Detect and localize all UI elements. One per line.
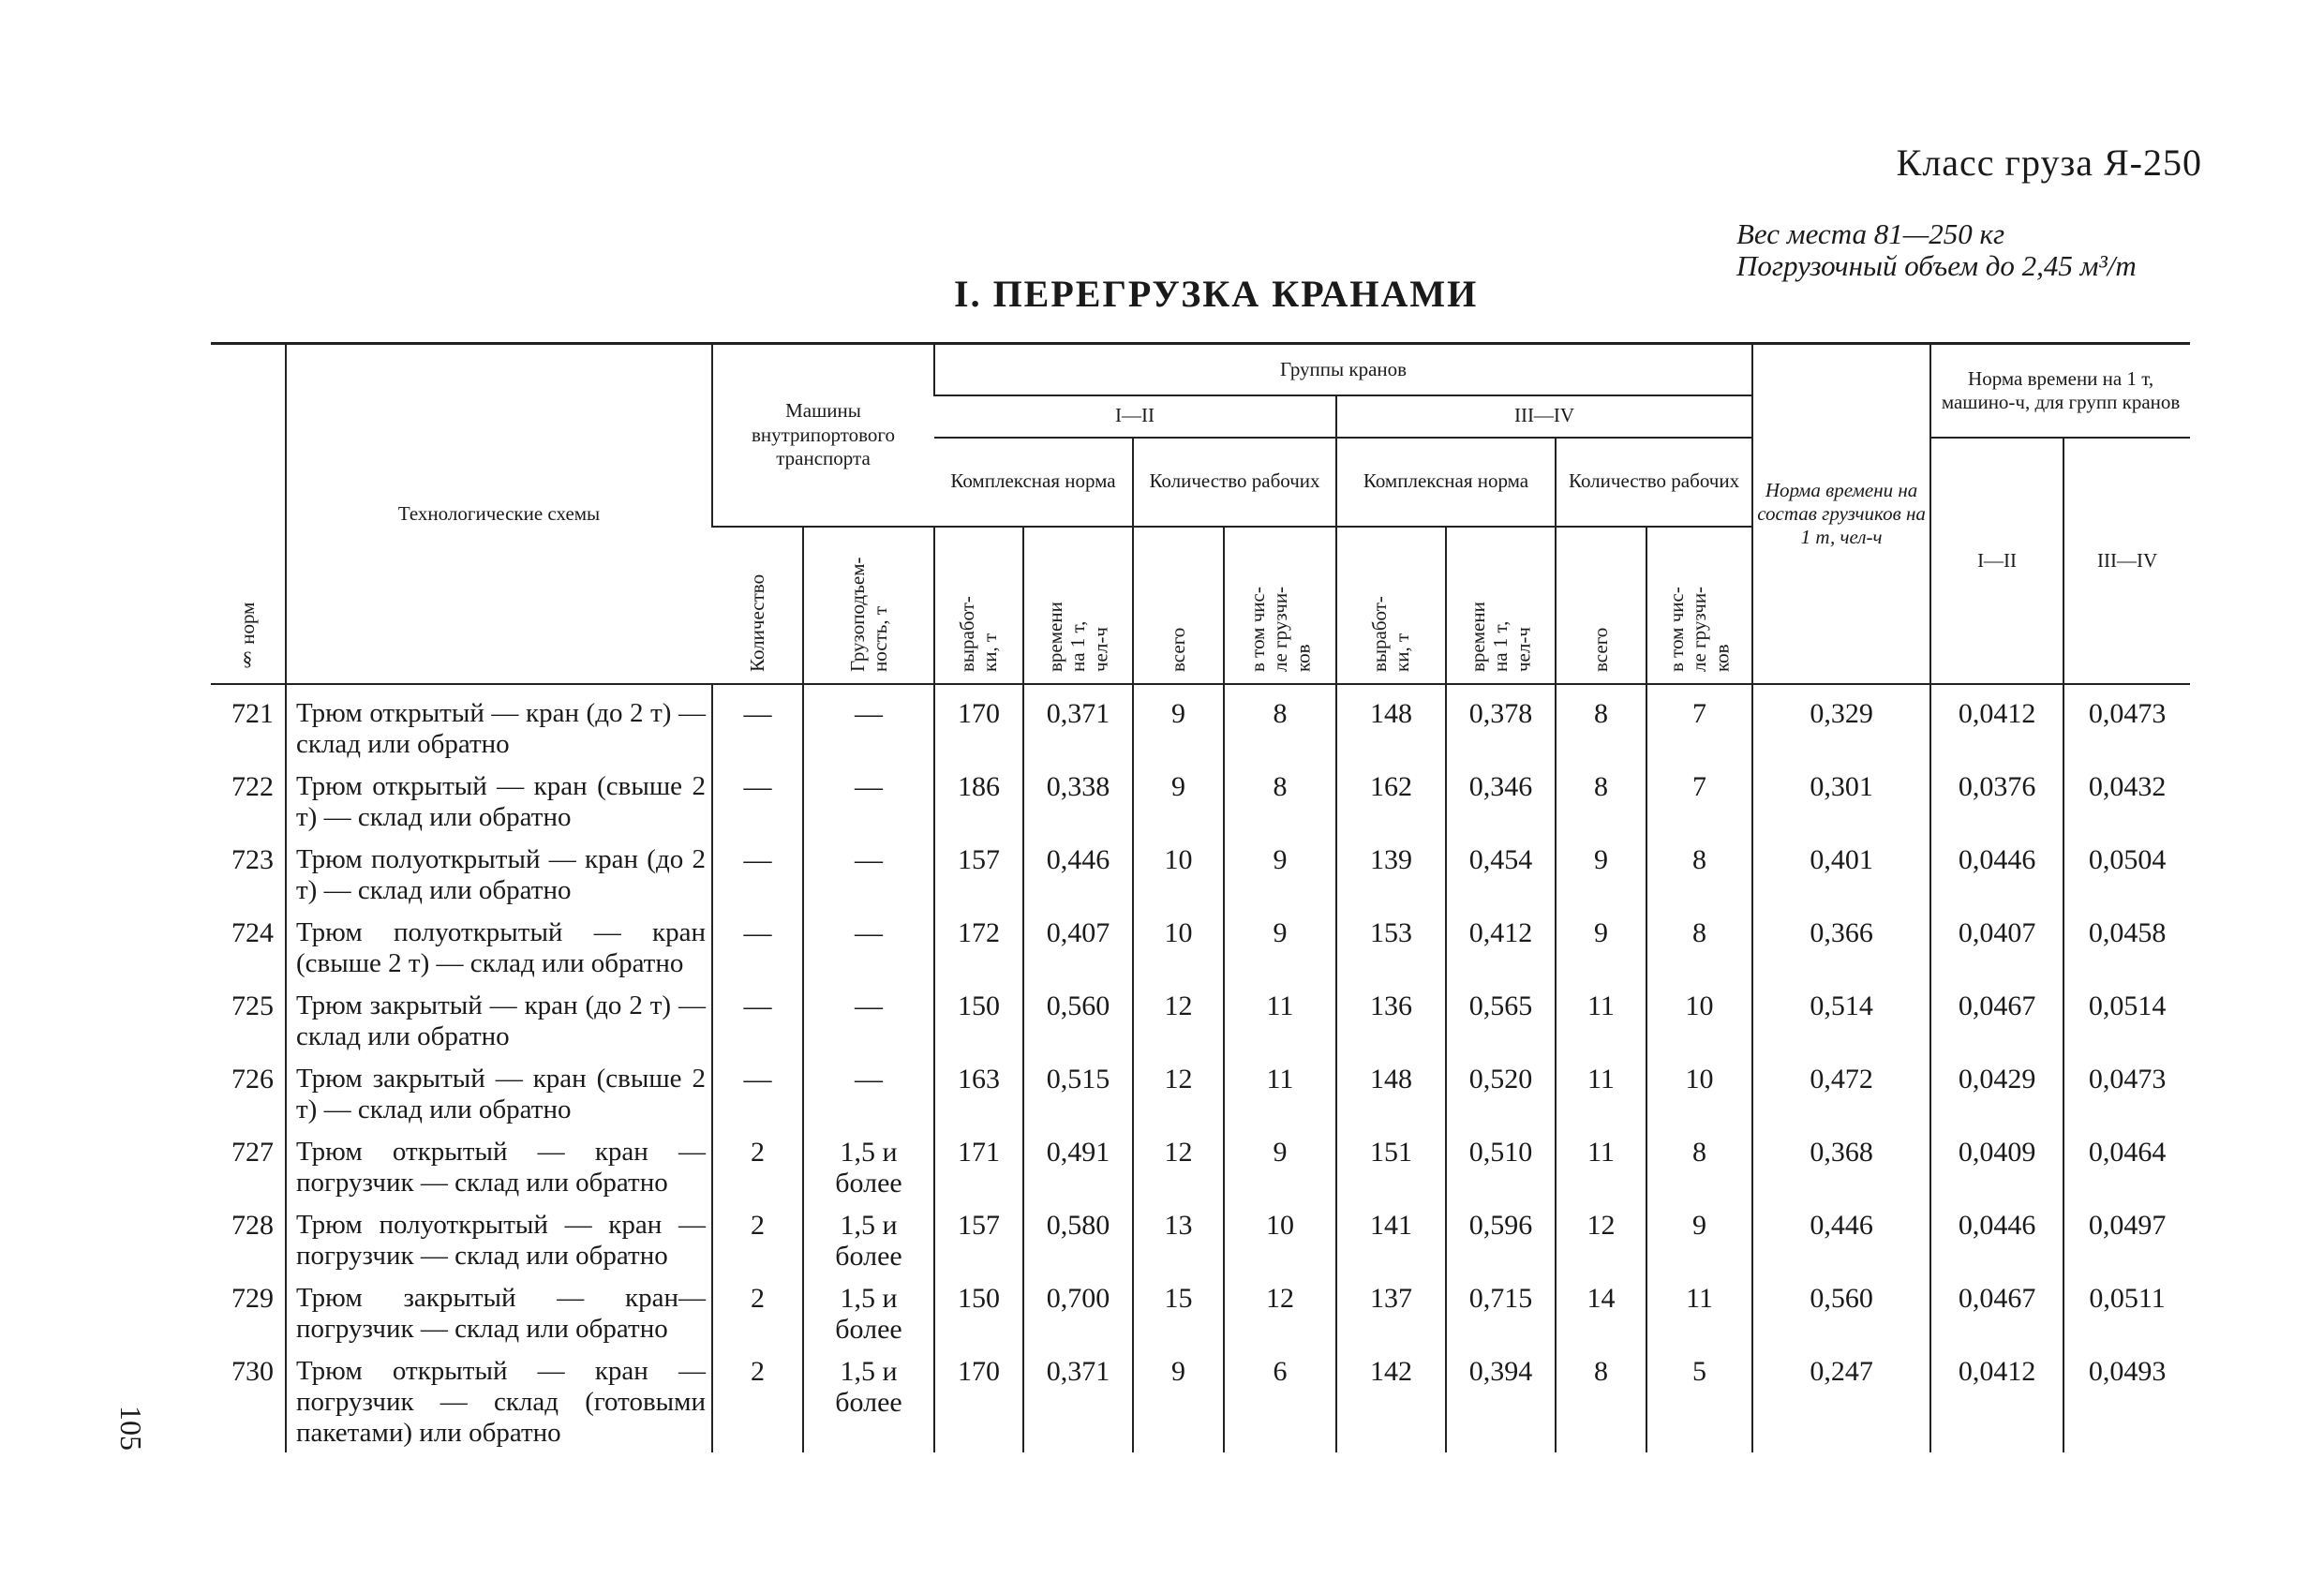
machine-time-1-2-cell: 0,0407 (1930, 910, 2063, 983)
workers-loaders-1-2-cell: 9 (1224, 837, 1336, 910)
norms-table (211, 342, 2190, 1452)
machine-time-3-4-cell: 0,0493 (2063, 1348, 2190, 1452)
table-body (211, 684, 2190, 1452)
scheme-cell: Трюм закрытый — кран (до 2 т) — склад или обратно (286, 983, 712, 1056)
machine-time-1-2-cell: 0,0409 (1930, 1129, 2063, 1202)
machines-qty-cell: — (712, 837, 803, 910)
table-row (211, 983, 2190, 1056)
machines-capacity-cell: — (803, 684, 934, 764)
workers-loaders-3-4-cell: 9 (1646, 1202, 1752, 1275)
crew-time-norm-cell: 0,368 (1752, 1129, 1930, 1202)
machine-1-2-header: I—II (1930, 438, 2063, 684)
workers-total-3-4-cell: 8 (1556, 684, 1646, 764)
output-3-4-cell: 148 (1336, 1056, 1446, 1129)
machine-time-1-2-cell: 0,0376 (1930, 764, 2063, 837)
time-per-t-3-4-cell: 0,378 (1446, 684, 1556, 764)
output-1-2-cell: 172 (934, 910, 1023, 983)
machines-capacity-cell: 1,5 и более (803, 1275, 934, 1348)
workers-total-1-2-cell: 12 (1133, 1056, 1224, 1129)
workers-total-3-4-header: всего (1556, 527, 1646, 684)
time-per-t-3-4-header: времени на 1 т, чел-ч (1446, 527, 1556, 684)
crew-time-norm-cell: 0,446 (1752, 1202, 1930, 1275)
machines-qty-cell: — (712, 1056, 803, 1129)
crew-time-norm-cell: 0,401 (1752, 837, 1930, 910)
norm-number-cell: 729 (231, 1282, 274, 1314)
output-3-4-cell: 162 (1336, 764, 1446, 837)
output-3-4-cell: 139 (1336, 837, 1446, 910)
output-3-4-cell: 141 (1336, 1202, 1446, 1275)
workers-loaders-3-4-cell: 8 (1646, 1129, 1752, 1202)
machine-time-1-2-cell: 0,0446 (1930, 837, 2063, 910)
scheme-cell: Трюм открытый — кран — погрузчик — склад или обратно (286, 1129, 712, 1202)
machine-time-3-4-cell: 0,0497 (2063, 1202, 2190, 1275)
workers-total-3-4-cell: 11 (1556, 1129, 1646, 1202)
workers-total-3-4-cell: 9 (1556, 910, 1646, 983)
machines-capacity-cell: — (803, 837, 934, 910)
output-1-2-cell: 171 (934, 1129, 1023, 1202)
workers-total-1-2-header: всего (1133, 527, 1224, 684)
machines-qty-cell: 2 (712, 1275, 803, 1348)
workers-total-1-2-cell: 10 (1133, 837, 1224, 910)
table-row (211, 764, 2190, 837)
workers-total-3-4-cell: 9 (1556, 837, 1646, 910)
output-1-2-cell: 150 (934, 983, 1023, 1056)
workers-total-3-4-cell: 12 (1556, 1202, 1646, 1275)
workers-loaders-3-4-cell: 10 (1646, 983, 1752, 1056)
machine-time-1-2-cell: 0,0446 (1930, 1202, 2063, 1275)
workers-loaders-1-2-cell: 11 (1224, 983, 1336, 1056)
machine-3-4-header: III—IV (2063, 438, 2190, 684)
norm-number-header: § норм (211, 344, 286, 684)
workers-total-3-4-cell: 14 (1556, 1275, 1646, 1348)
complex-norm-1-2-header: Комплексная норма (934, 438, 1133, 527)
workers-loaders-1-2-cell: 6 (1224, 1348, 1336, 1452)
workers-count-3-4-header: Количество рабочих (1556, 438, 1752, 527)
complex-norm-3-4-header: Комплексная норма (1336, 438, 1556, 527)
workers-loaders-1-2-cell: 8 (1224, 764, 1336, 837)
machines-capacity-cell: — (803, 1056, 934, 1129)
time-per-t-1-2-cell: 0,338 (1023, 764, 1133, 837)
workers-loaders-3-4-cell: 7 (1646, 684, 1752, 764)
crew-time-norm-cell: 0,301 (1752, 764, 1930, 837)
workers-total-1-2-cell: 9 (1133, 764, 1224, 837)
workers-loaders-1-2-cell: 12 (1224, 1275, 1336, 1348)
output-3-4-cell: 137 (1336, 1275, 1446, 1348)
table-row (211, 684, 2190, 764)
time-per-t-3-4-cell: 0,596 (1446, 1202, 1556, 1275)
machine-time-3-4-cell: 0,0473 (2063, 1056, 2190, 1129)
machine-time-1-2-cell: 0,0429 (1930, 1056, 2063, 1129)
workers-loaders-1-2-cell: 8 (1224, 684, 1336, 764)
output-1-2-cell: 163 (934, 1056, 1023, 1129)
output-1-2-header: выработ- ки, т (934, 527, 1023, 684)
machines-header: Машины внутрипортового транспорта (712, 344, 934, 527)
scheme-cell: Трюм полуоткрытый — кран — погрузчик — склад или обратно (286, 1202, 712, 1275)
time-per-t-1-2-header: времени на 1 т, чел-ч (1023, 527, 1133, 684)
output-1-2-cell: 150 (934, 1275, 1023, 1348)
page-number: 105 (114, 1406, 148, 1451)
machines-capacity-header: Грузоподъем- ность, т (803, 527, 934, 684)
machines-capacity-cell: — (803, 910, 934, 983)
scheme-cell: Трюм открытый — кран — погрузчик — склад (готовыми пакетами) или обратно (286, 1348, 712, 1452)
time-per-t-3-4-cell: 0,565 (1446, 983, 1556, 1056)
norm-number-cell: 722 (231, 770, 274, 802)
crew-time-norm-cell: 0,472 (1752, 1056, 1930, 1129)
table-row (211, 910, 2190, 983)
machine-time-1-2-cell: 0,0412 (1930, 684, 2063, 764)
machines-qty-header: Количество (712, 527, 803, 684)
norm-number-cell: 725 (231, 990, 274, 1021)
workers-loaders-3-4-cell: 7 (1646, 764, 1752, 837)
workers-total-3-4-cell: 8 (1556, 1348, 1646, 1452)
output-3-4-header: выработ- ки, т (1336, 527, 1446, 684)
cargo-class-title: Класс груза Я-250 (1896, 141, 2202, 184)
scheme-cell: Трюм закрытый — кран (свыше 2 т) — склад или обратно (286, 1056, 712, 1129)
machine-time-1-2-cell: 0,0467 (1930, 1275, 2063, 1348)
workers-loaders-3-4-cell: 11 (1646, 1275, 1752, 1348)
machine-time-3-4-cell: 0,0514 (2063, 983, 2190, 1056)
table-row (211, 1348, 2190, 1452)
section-title: I. ПЕРЕГРУЗКА КРАНАМИ (954, 273, 1479, 315)
output-3-4-cell: 148 (1336, 684, 1446, 764)
table-row (211, 837, 2190, 910)
crew-time-norm-header: Норма времени на состав грузчиков на 1 т, чел-ч (1752, 344, 1930, 684)
machines-capacity-cell: 1,5 и более (803, 1202, 934, 1275)
scheme-cell: Трюм открытый — кран (до 2 т) — склад или обратно (286, 684, 712, 764)
machine-time-3-4-cell: 0,0473 (2063, 684, 2190, 764)
norm-number-cell: 728 (231, 1209, 274, 1241)
output-1-2-cell: 170 (934, 684, 1023, 764)
cargo-volume-note: Погрузочный объем до 2,45 м³/т (1736, 249, 2137, 282)
workers-loaders-3-4-cell: 10 (1646, 1056, 1752, 1129)
workers-loaders-3-4-cell: 8 (1646, 837, 1752, 910)
cargo-weight-note: Вес места 81—250 кг (1736, 217, 2005, 250)
time-per-t-3-4-cell: 0,412 (1446, 910, 1556, 983)
machine-time-3-4-cell: 0,0432 (2063, 764, 2190, 837)
time-per-t-1-2-cell: 0,560 (1023, 983, 1133, 1056)
workers-loaders-1-2-cell: 9 (1224, 1129, 1336, 1202)
scheme-cell: Трюм закрытый — кран—погрузчик — склад или обратно (286, 1275, 712, 1348)
table-row (211, 1202, 2190, 1275)
crew-time-norm-cell: 0,514 (1752, 983, 1930, 1056)
machines-qty-cell: — (712, 684, 803, 764)
workers-loaders-1-2-cell: 11 (1224, 1056, 1336, 1129)
workers-total-1-2-cell: 13 (1133, 1202, 1224, 1275)
norm-number-cell: 730 (231, 1355, 274, 1387)
norm-number-cell: 723 (231, 843, 274, 875)
workers-count-1-2-header: Количество рабочих (1133, 438, 1336, 527)
workers-total-3-4-cell: 11 (1556, 1056, 1646, 1129)
group-3-4-header: III—IV (1336, 395, 1752, 438)
crew-time-norm-cell: 0,560 (1752, 1275, 1930, 1348)
workers-loaders-3-4-cell: 8 (1646, 910, 1752, 983)
machines-qty-cell: 2 (712, 1202, 803, 1275)
machine-time-3-4-cell: 0,0511 (2063, 1275, 2190, 1348)
table-row (211, 1275, 2190, 1348)
workers-loaders-3-4-header: в том чис- ле грузчи- ков (1646, 527, 1752, 684)
machines-qty-cell: — (712, 764, 803, 837)
time-per-t-1-2-cell: 0,446 (1023, 837, 1133, 910)
output-3-4-cell: 153 (1336, 910, 1446, 983)
time-per-t-1-2-cell: 0,407 (1023, 910, 1133, 983)
time-per-t-1-2-cell: 0,371 (1023, 1348, 1133, 1452)
scheme-cell: Трюм полуоткрытый — кран (до 2 т) — склад или обратно (286, 837, 712, 910)
workers-total-1-2-cell: 10 (1133, 910, 1224, 983)
machines-capacity-cell: 1,5 и более (803, 1129, 934, 1202)
time-per-t-3-4-cell: 0,510 (1446, 1129, 1556, 1202)
time-per-t-1-2-cell: 0,491 (1023, 1129, 1133, 1202)
machines-qty-cell: — (712, 983, 803, 1056)
workers-total-3-4-cell: 11 (1556, 983, 1646, 1056)
workers-loaders-3-4-cell: 5 (1646, 1348, 1752, 1452)
table-row (211, 1129, 2190, 1202)
scheme-cell: Трюм полуоткрытый — кран (свыше 2 т) — склад или обратно (286, 910, 712, 983)
norm-number-cell: 727 (231, 1136, 274, 1168)
table-row (211, 1056, 2190, 1129)
workers-total-1-2-cell: 9 (1133, 1348, 1224, 1452)
output-3-4-cell: 136 (1336, 983, 1446, 1056)
scheme-cell: Трюм открытый — кран (свыше 2 т) — склад или обратно (286, 764, 712, 837)
machine-time-3-4-cell: 0,0464 (2063, 1129, 2190, 1202)
time-per-t-3-4-cell: 0,520 (1446, 1056, 1556, 1129)
crew-time-norm-cell: 0,366 (1752, 910, 1930, 983)
machine-time-3-4-cell: 0,0504 (2063, 837, 2190, 910)
time-per-t-1-2-cell: 0,371 (1023, 684, 1133, 764)
scheme-header: Технологические схемы (286, 344, 712, 684)
machines-qty-cell: 2 (712, 1129, 803, 1202)
time-per-t-3-4-cell: 0,346 (1446, 764, 1556, 837)
output-1-2-cell: 157 (934, 837, 1023, 910)
workers-total-1-2-cell: 15 (1133, 1275, 1224, 1348)
machine-time-3-4-cell: 0,0458 (2063, 910, 2190, 983)
group-1-2-header: I—II (934, 395, 1336, 438)
workers-total-3-4-cell: 8 (1556, 764, 1646, 837)
workers-loaders-1-2-header: в том чис- ле грузчи- ков (1224, 527, 1336, 684)
output-1-2-cell: 186 (934, 764, 1023, 837)
crane-groups-header: Группы кранов (934, 344, 1752, 395)
output-1-2-cell: 170 (934, 1348, 1023, 1452)
machines-capacity-cell: 1,5 и более (803, 1348, 934, 1452)
workers-loaders-1-2-cell: 9 (1224, 910, 1336, 983)
output-3-4-cell: 151 (1336, 1129, 1446, 1202)
machine-time-norm-header: Норма времени на 1 т, машино-ч, для групп кранов (1930, 344, 2190, 438)
workers-total-1-2-cell: 12 (1133, 1129, 1224, 1202)
norm-number-cell: 726 (231, 1063, 274, 1094)
norm-number-cell: 724 (231, 916, 274, 948)
time-per-t-1-2-cell: 0,580 (1023, 1202, 1133, 1275)
workers-total-1-2-cell: 9 (1133, 684, 1224, 764)
time-per-t-1-2-cell: 0,700 (1023, 1275, 1133, 1348)
machines-capacity-cell: — (803, 764, 934, 837)
time-per-t-3-4-cell: 0,394 (1446, 1348, 1556, 1452)
crew-time-norm-cell: 0,247 (1752, 1348, 1930, 1452)
machine-time-1-2-cell: 0,0467 (1930, 983, 2063, 1056)
machine-time-1-2-cell: 0,0412 (1930, 1348, 2063, 1452)
norm-number-cell: 721 (211, 684, 286, 764)
workers-total-1-2-cell: 12 (1133, 983, 1224, 1056)
time-per-t-3-4-cell: 0,454 (1446, 837, 1556, 910)
output-3-4-cell: 142 (1336, 1348, 1446, 1452)
time-per-t-1-2-cell: 0,515 (1023, 1056, 1133, 1129)
table-header (211, 344, 2190, 684)
crew-time-norm-cell: 0,329 (1752, 684, 1930, 764)
output-1-2-cell: 157 (934, 1202, 1023, 1275)
workers-loaders-1-2-cell: 10 (1224, 1202, 1336, 1275)
machines-qty-cell: 2 (712, 1348, 803, 1452)
time-per-t-3-4-cell: 0,715 (1446, 1275, 1556, 1348)
machines-capacity-cell: — (803, 983, 934, 1056)
machines-qty-cell: — (712, 910, 803, 983)
